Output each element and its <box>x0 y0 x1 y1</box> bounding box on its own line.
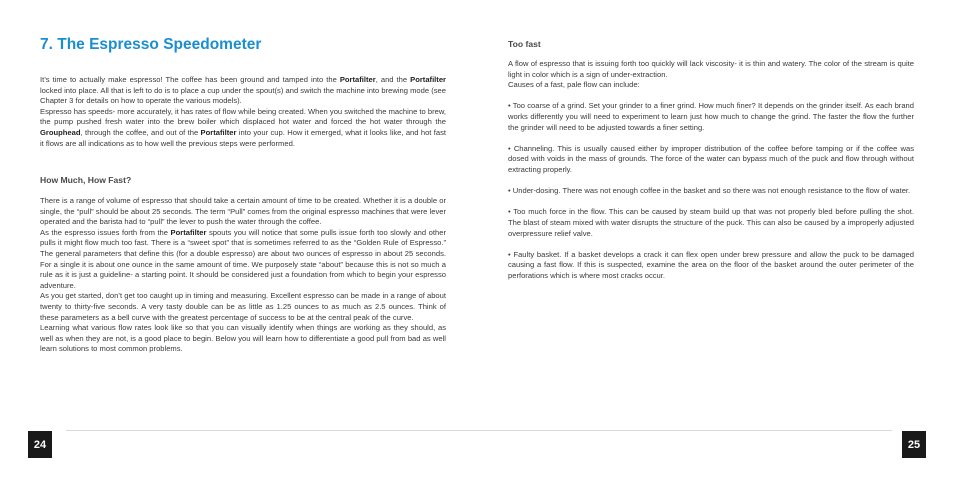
intro-paragraph: A flow of espresso that is issuing forth too quickly will lack viscosity- it is thin and watery. The color of the stream is quite light in color which is a sign of under-extraction. <box>508 59 914 79</box>
chapter-title: 7. The Espresso Speedometer <box>40 36 262 53</box>
section-subheading: Too fast <box>508 39 541 49</box>
left-page-section <box>40 175 446 355</box>
bullet-item: • Channeling. This is usually caused either by improper distribution of the coffee before tamping or if the coffee was dosed with voids in the mass of grounds. The force of the water can bypass much of the puck and flow through without extracting properly. <box>508 143 914 174</box>
bullet-item: • Faulty basket. If a basket develops a crack it can flex open under brew pressure and allow the puck to be damaged causing a fast flow. If this is suspected, examine the area on the floor of the basket around the outer perimeter of the perforations which is where most cracks occur. <box>508 249 914 280</box>
bold-term: Portafilter <box>410 75 446 84</box>
right-page <box>508 39 914 281</box>
causes-label: Causes of a fast, pale flow can include: <box>508 80 640 90</box>
page-number-right: 25 <box>902 431 926 458</box>
footer-divider <box>66 430 892 431</box>
left-page-intro <box>40 75 446 149</box>
body-paragraph: As you get started, don’t get too caught up in timing and measuring. Excellent espresso can be made in a range of about twenty to thirty-five seconds. A very tasty double can be as little as 1.25 ounces to as much as 2.5 ounces. Think of these parameters as a bell curve with the greatest percentage of success to be at the central peak of the curve. <box>40 291 446 322</box>
section-subheading: How Much, How Fast? <box>40 175 132 185</box>
bold-term: Portafilter <box>170 227 207 237</box>
intro-paragraph: It’s time to actually make espresso! The coffee has been ground and tamped into the Portafilter, and the Portafilter locked into place. All that is left to do is to place a cup under the spout(s) and switch the machine into brewing mode (see Chapter 3 for details on how to operate the various models). <box>40 75 446 106</box>
bold-term: Portafilter <box>200 127 237 137</box>
page-number-left: 24 <box>28 431 52 458</box>
body-paragraph: Learning what various flow rates look like so that you can visually identify when things are working as they should, as well as when they are not, is a good place to begin. Below you will learn how to differentiate a good pull from bad as well learn solutions to most common problems. <box>40 323 446 354</box>
bold-term: Portafilter <box>339 75 376 84</box>
bullet-item: • Under-dosing. There was not enough coffee in the basket and so there was not enough resistance to the flow of water. <box>508 186 911 196</box>
intro-paragraph: Espresso has speeds- more accurately, it has rates of flow while being created. When you switched the machine to brew, the pump pushed fresh water into the brew boiler which displaced hot water and forced the hot water through the Grouphead, through the coffee, and out of the Portafilter into your cup. How it emerged, what it looks like, and hot fast it flows are all indications as to how well the previous steps were performed. <box>40 106 446 148</box>
bold-term: Grouphead <box>40 127 81 137</box>
body-paragraph: As the espresso issues forth from the Portafilter spouts you will notice that some pulls issue forth too slowly and other pulls it might flow much too fast. There is a “sweet spot” that is sometimes referred to as the “Golden Rule of Espresso.” The general parameters that define this (for a double espresso) are about two ounces of espresso in about 25 seconds. For a single it is about one ounce in the same amount of time. We purposely state “about” because this is not so much a rule as it is just a guideline- a starting point. It should be considered just a foundation from which to begin your espresso adventure. <box>40 227 446 290</box>
bullet-item: • Too coarse of a grind. Set your grinder to a finer grind. How much finer? It depends on the grinder itself. As each brand works differently you will need to experiment to learn just how much to change the grind. The faster the flow the further the grinder will need to be adjusted towards a finer setting. <box>508 101 914 132</box>
body-paragraph: There is a range of volume of espresso that should take a certain amount of time to be created. Whether it is a double or single, the “pull” should be about 25 seconds. The term “Pull” comes from the original espresso machines that were lever operated and the barista had to “pull” the lever to push the water through the coffee. <box>40 196 446 227</box>
bullet-item: • Too much force in the flow. This can be caused by steam build up that was not properly bled before pulling the shot. The blast of steam mixed with water disrupts the structure of the puck. This can also be caused by a improperly adjusted overpressure relief valve. <box>508 207 914 238</box>
